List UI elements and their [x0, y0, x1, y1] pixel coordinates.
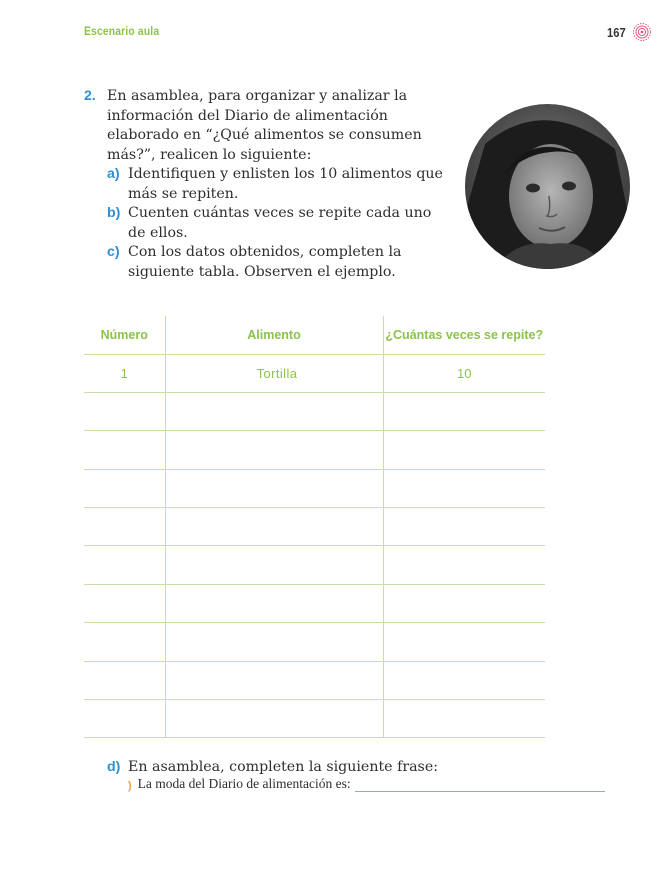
item-letter: c) — [107, 244, 120, 260]
cell-count[interactable] — [383, 392, 545, 430]
page-header-right — [604, 22, 652, 42]
bullet-marker: ) — [128, 780, 132, 792]
cell-number[interactable] — [84, 623, 165, 661]
instruction-item — [107, 165, 444, 204]
cell-food[interactable] — [165, 431, 383, 469]
cell-count[interactable] — [383, 584, 545, 622]
table-row — [84, 623, 545, 661]
cell-count[interactable]: 10 — [457, 365, 472, 381]
fill-in-sentence — [128, 776, 605, 792]
table-row — [84, 431, 545, 469]
header-count: ¿Cuántas veces se repite? — [385, 327, 544, 342]
item-text: Cuenten cuántas veces se repite cada uno de ellos. — [128, 205, 432, 241]
table-row — [84, 584, 545, 622]
cell-count[interactable] — [383, 508, 545, 546]
instruction-item — [107, 204, 444, 243]
cell-number[interactable] — [84, 546, 165, 584]
item-letter: b) — [107, 205, 121, 221]
table-row — [84, 546, 545, 584]
cell-food[interactable]: Tortilla — [165, 354, 383, 392]
table-row — [84, 392, 545, 430]
part-d — [107, 758, 438, 777]
question-block — [84, 87, 444, 282]
cell-food[interactable] — [165, 392, 383, 430]
cell-count[interactable] — [383, 661, 545, 699]
instruction-item — [107, 243, 444, 282]
item-text: Con los datos obtenidos, completen la siguiente tabla. Observen el ejemplo. — [128, 244, 402, 280]
question-text: En asamblea, para organizar y analizar la información del Diario de alimentación elaborado en “¿Qué alimentos se consumen más?”, realicen lo siguiente: — [107, 88, 422, 163]
cell-count[interactable] — [383, 623, 545, 661]
cell-food[interactable] — [165, 546, 383, 584]
cell-count[interactable] — [383, 469, 545, 507]
cell-count[interactable] — [383, 431, 545, 469]
cell-count[interactable] — [383, 700, 545, 738]
table-header-row — [84, 316, 545, 354]
cell-food[interactable] — [165, 700, 383, 738]
cell-food[interactable] — [165, 508, 383, 546]
fill-prompt: La moda del Diario de alimentación es: — [137, 776, 351, 791]
table-row — [84, 508, 545, 546]
cell-food[interactable] — [165, 584, 383, 622]
cell-number[interactable] — [84, 661, 165, 699]
item-letter: d) — [107, 759, 121, 775]
cell-food[interactable] — [165, 469, 383, 507]
student-portrait-photo — [465, 104, 630, 269]
header-number: Número — [84, 316, 165, 354]
item-text: Identifiquen y enlisten los 10 alimentos que más se repiten. — [128, 166, 443, 202]
table-row — [84, 700, 545, 738]
answer-blank-line[interactable] — [355, 778, 605, 792]
page-number: 167 — [607, 24, 626, 40]
cell-number[interactable]: 1 — [84, 354, 165, 392]
instruction-list — [107, 165, 444, 282]
table-row — [84, 661, 545, 699]
cell-food[interactable] — [165, 623, 383, 661]
header-food: Alimento — [165, 316, 383, 354]
cell-count[interactable] — [383, 546, 545, 584]
question-number: 2. — [84, 88, 96, 104]
item-letter: a) — [107, 166, 120, 182]
cell-number[interactable] — [84, 508, 165, 546]
cell-number[interactable] — [84, 700, 165, 738]
table-row — [84, 354, 545, 392]
part-d-text: En asamblea, completen la siguiente frase: — [128, 759, 439, 775]
cell-number[interactable] — [84, 469, 165, 507]
cell-number[interactable] — [84, 392, 165, 430]
section-label: Escenario aula — [84, 24, 160, 38]
table-row — [84, 469, 545, 507]
sun-ornament-icon — [632, 22, 652, 42]
cell-number[interactable] — [84, 584, 165, 622]
cell-number[interactable] — [84, 431, 165, 469]
food-frequency-table — [84, 316, 545, 738]
cell-food[interactable] — [165, 661, 383, 699]
